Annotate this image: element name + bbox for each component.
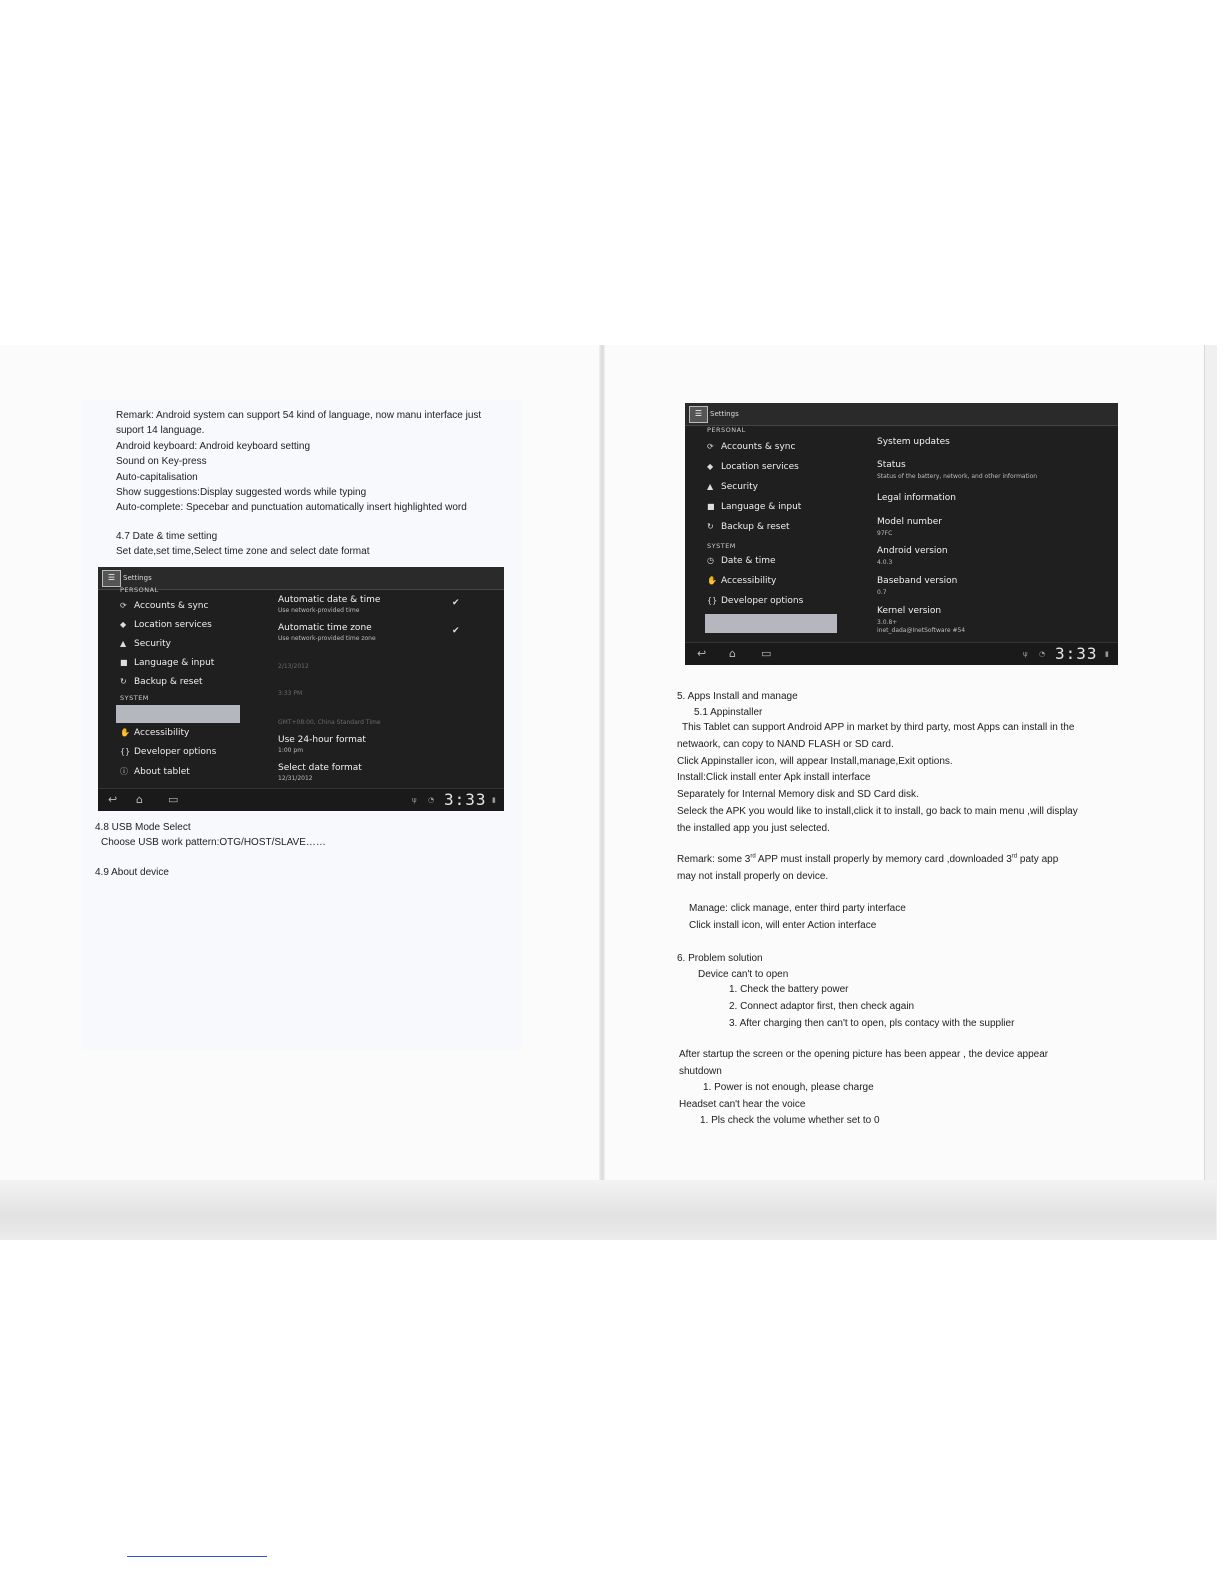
menu-item-about[interactable] xyxy=(120,766,190,777)
section-51-body xyxy=(677,720,1078,838)
sync-icon: ⟳ xyxy=(707,442,714,451)
status-subtitle: Status of the battery, network, and other information xyxy=(877,473,1038,480)
location-icon: ◆ xyxy=(120,620,127,629)
home-icon[interactable]: ⌂ xyxy=(729,647,736,660)
headset-title: Headset can't hear the voice xyxy=(679,1099,806,1110)
android-version-title: Android version xyxy=(877,546,948,556)
text-line: shutdown xyxy=(679,1065,722,1077)
text-line: Auto-capitalisation xyxy=(116,471,198,483)
clock-icon: ◷ xyxy=(707,556,714,565)
headset-item: 1. Pls check the volume whether set to 0 xyxy=(700,1115,880,1126)
menu-item-location[interactable] xyxy=(707,462,799,472)
book-spine xyxy=(599,345,605,1180)
menu-item-label: Language & input xyxy=(721,502,802,512)
braces-icon: {} xyxy=(120,747,131,756)
text-line: Auto-complete: Specebar and punctuation automatically insert highlighted word xyxy=(116,502,467,514)
list-item: 2. Connect adaptor first, then check again xyxy=(729,1000,915,1012)
section-47-title: 4.7 Date & time setting xyxy=(116,531,218,542)
text-line: suport 14 language. xyxy=(116,425,205,437)
startup-item: 1. Power is not enough, please charge xyxy=(703,1082,874,1093)
menu-item-accounts[interactable] xyxy=(120,601,208,611)
set-time-value: 3:33 PM xyxy=(278,690,303,697)
text-line: Android keyboard: Android keyboard setting xyxy=(116,440,311,452)
scan-shadow xyxy=(0,1180,1216,1240)
menu-item-accessibility[interactable] xyxy=(120,728,189,738)
menu-item-accessibility[interactable] xyxy=(707,576,776,586)
kernel-version-value: 3.0.8+ xyxy=(877,619,898,626)
action-bar xyxy=(98,567,504,590)
section-49-title: 4.9 About device xyxy=(95,867,169,878)
text-line: Click install icon, will enter Action interface xyxy=(689,919,877,931)
ordinal-suffix: rd xyxy=(1011,853,1018,860)
section-6-subtitle: Device can't to open xyxy=(698,969,789,980)
system-updates[interactable]: System updates xyxy=(877,437,950,447)
text-line: Remark: Android system can support 54 kind of language, now manu interface just xyxy=(116,410,482,421)
menu-item-label: Language & input xyxy=(134,658,215,668)
date-format-subtitle: 12/31/2012 xyxy=(278,775,313,782)
personal-section-label: PERSONAL xyxy=(707,426,746,434)
selected-date-time-item[interactable] xyxy=(116,705,240,723)
text-line: Seleck the APK you would like to install,click it to install, go back to main menu ,will display xyxy=(677,805,1078,817)
auto-date-title[interactable]: Automatic date & time xyxy=(278,595,381,605)
text-line: This Tablet can support Android APP in market by third party, most Apps can install in the xyxy=(682,722,1075,733)
menu-item-label: Location services xyxy=(134,620,212,630)
section-48-title: 4.8 USB Mode Select xyxy=(95,822,191,833)
page-edge xyxy=(1204,345,1217,1240)
status-title[interactable]: Status xyxy=(877,460,906,470)
section-51-title: 5.1 Appinstaller xyxy=(694,707,763,718)
android-version-value: 4.0.3 xyxy=(877,559,893,566)
sync-icon: ⟳ xyxy=(120,601,127,610)
menu-item-label: Developer options xyxy=(721,596,804,606)
startup-block xyxy=(679,1047,1048,1081)
keyboard-icon: ■ xyxy=(120,658,128,667)
auto-zone-subtitle: Use network-provided time zone xyxy=(278,635,376,642)
checkmark-icon[interactable]: ✔ xyxy=(452,598,460,608)
kernel-version-title: Kernel version xyxy=(877,606,942,616)
settings-app-icon: ☰ xyxy=(689,406,708,423)
text-line: netwaork, can copy to NAND FLASH or SD card. xyxy=(677,738,894,750)
menu-item-label: Developer options xyxy=(134,747,217,757)
battery-icon: ▮ xyxy=(492,796,496,804)
remark-block xyxy=(116,408,481,516)
usb-icon: ψ xyxy=(1023,650,1028,658)
remark-text: paty app xyxy=(1017,854,1059,865)
braces-icon: {} xyxy=(707,596,718,605)
remark-text: Remark: some 3 xyxy=(677,854,751,865)
menu-item-language[interactable] xyxy=(120,658,214,668)
system-nav-bar xyxy=(685,642,1118,665)
menu-item-location[interactable] xyxy=(120,620,212,630)
menu-item-label: Security xyxy=(721,482,758,492)
battery-icon: ▮ xyxy=(1105,650,1109,658)
personal-section-label: PERSONAL xyxy=(120,586,159,594)
menu-item-language[interactable] xyxy=(707,502,801,512)
menu-item-label: Accessibility xyxy=(134,728,190,738)
menu-item-label: Backup & reset xyxy=(134,677,203,687)
keyboard-icon: ■ xyxy=(707,502,715,511)
auto-zone-title[interactable]: Automatic time zone xyxy=(278,623,372,633)
menu-item-label: About tablet xyxy=(134,767,190,777)
checkmark-icon[interactable]: ✔ xyxy=(452,626,460,636)
text-line: Sound on Key-press xyxy=(116,456,207,468)
hand-icon: ✋ xyxy=(120,728,130,737)
lock-icon: ▲ xyxy=(120,639,127,648)
wifi-icon: ◔ xyxy=(1039,650,1046,658)
usb-icon: ψ xyxy=(412,796,417,804)
text-line: Install:Click install enter Apk install interface xyxy=(677,772,871,784)
remark-block-right xyxy=(677,852,1058,886)
backup-icon: ↻ xyxy=(120,677,127,686)
text-line xyxy=(677,852,1058,869)
menu-item-security[interactable] xyxy=(120,639,171,649)
status-clock: 3:33 xyxy=(444,790,487,809)
menu-item-label: Backup & reset xyxy=(721,522,790,532)
date-time-settings-screenshot xyxy=(98,567,504,811)
about-tablet-screenshot xyxy=(685,403,1118,665)
menu-item-label: Accounts & sync xyxy=(721,442,796,452)
recent-apps-icon[interactable]: ▭ xyxy=(761,647,772,660)
back-icon[interactable]: ↩ xyxy=(108,793,118,806)
app-title: Settings xyxy=(710,410,739,418)
lock-icon: ▲ xyxy=(707,482,714,491)
hand-icon: ✋ xyxy=(707,576,717,585)
ordinal-suffix: rd xyxy=(750,853,756,860)
h24-format-subtitle: 1:00 pm xyxy=(278,747,304,754)
wifi-icon: ◔ xyxy=(428,796,435,804)
time-zone-value: GMT+08:00, China Standard Time xyxy=(278,719,381,726)
recent-apps-icon[interactable]: ▭ xyxy=(168,793,179,806)
settings-app-icon: ☰ xyxy=(102,570,121,587)
text-line: Manage: click manage, enter third party interface xyxy=(689,903,906,914)
menu-item-accounts[interactable] xyxy=(707,442,795,452)
location-icon: ◆ xyxy=(707,462,714,471)
menu-item-label: Location services xyxy=(721,462,799,472)
list-item: 3. After charging then can't to open, pls contacy with the supplier xyxy=(729,1017,1015,1029)
section-48-text: Choose USB work pattern:OTG/HOST/SLAVE…… xyxy=(101,837,326,848)
menu-item-label: Security xyxy=(134,639,171,649)
date-format-title[interactable]: Select date format xyxy=(278,763,362,773)
menu-item-label: Accounts & sync xyxy=(134,601,209,611)
set-date-value: 2/13/2012 xyxy=(278,663,309,670)
menu-item-developer[interactable] xyxy=(120,747,216,757)
baseband-version-value: 0.7 xyxy=(877,589,887,596)
text-line: may not install properly on device. xyxy=(677,870,829,882)
list-item: 1. Check the battery power xyxy=(729,984,849,995)
text-line: Separately for Internal Memory disk and SD Card disk. xyxy=(677,789,919,801)
backup-icon: ↻ xyxy=(707,522,714,531)
home-icon[interactable]: ⌂ xyxy=(136,793,143,806)
info-icon: ⓘ xyxy=(120,767,128,776)
menu-item-security[interactable] xyxy=(707,482,758,492)
model-number-value: 97FC xyxy=(877,530,893,537)
back-icon[interactable]: ↩ xyxy=(697,647,707,660)
model-number-title: Model number xyxy=(877,517,943,527)
baseband-version-title: Baseband version xyxy=(877,576,958,586)
menu-item-backup[interactable] xyxy=(707,522,790,532)
menu-item-backup[interactable] xyxy=(120,677,203,687)
text-line: Click Appinstaller icon, will appear Install,manage,Exit options. xyxy=(677,755,953,767)
status-clock: 3:33 xyxy=(1055,644,1098,663)
app-title: Settings xyxy=(123,574,152,582)
remark-text: APP must install properly by memory card ,downloaded 3 xyxy=(755,854,1012,865)
text-line: the installed app you just selected. xyxy=(677,822,830,834)
section-5-title: 5. Apps Install and manage xyxy=(677,691,798,702)
text-line: After startup the screen or the opening picture has been appear , the device appear xyxy=(679,1049,1049,1060)
selected-about-item[interactable] xyxy=(705,614,837,633)
action-bar xyxy=(685,403,1118,426)
section-47-text: Set date,set time,Select time zone and select date format xyxy=(116,546,370,557)
text-line: Show suggestions:Display suggested words while typing xyxy=(116,487,367,499)
menu-item-date-time[interactable] xyxy=(707,556,776,566)
system-section-label: SYSTEM xyxy=(120,694,149,702)
kernel-build-value: inet_dada@InetSoftware #54 xyxy=(877,627,966,634)
auto-date-subtitle: Use network-provided time xyxy=(278,607,360,614)
footer-underline xyxy=(127,1556,267,1557)
problem-list xyxy=(729,982,1014,1032)
manage-block xyxy=(689,901,906,935)
legal-information[interactable]: Legal information xyxy=(877,493,956,503)
h24-format-title[interactable]: Use 24-hour format xyxy=(278,735,366,745)
menu-item-label: Accessibility xyxy=(721,576,777,586)
menu-item-label: Date & time xyxy=(721,556,776,566)
section-6-title: 6. Problem solution xyxy=(677,953,763,964)
system-nav-bar xyxy=(98,788,504,811)
menu-item-developer[interactable] xyxy=(707,596,803,606)
system-section-label: SYSTEM xyxy=(707,542,736,550)
